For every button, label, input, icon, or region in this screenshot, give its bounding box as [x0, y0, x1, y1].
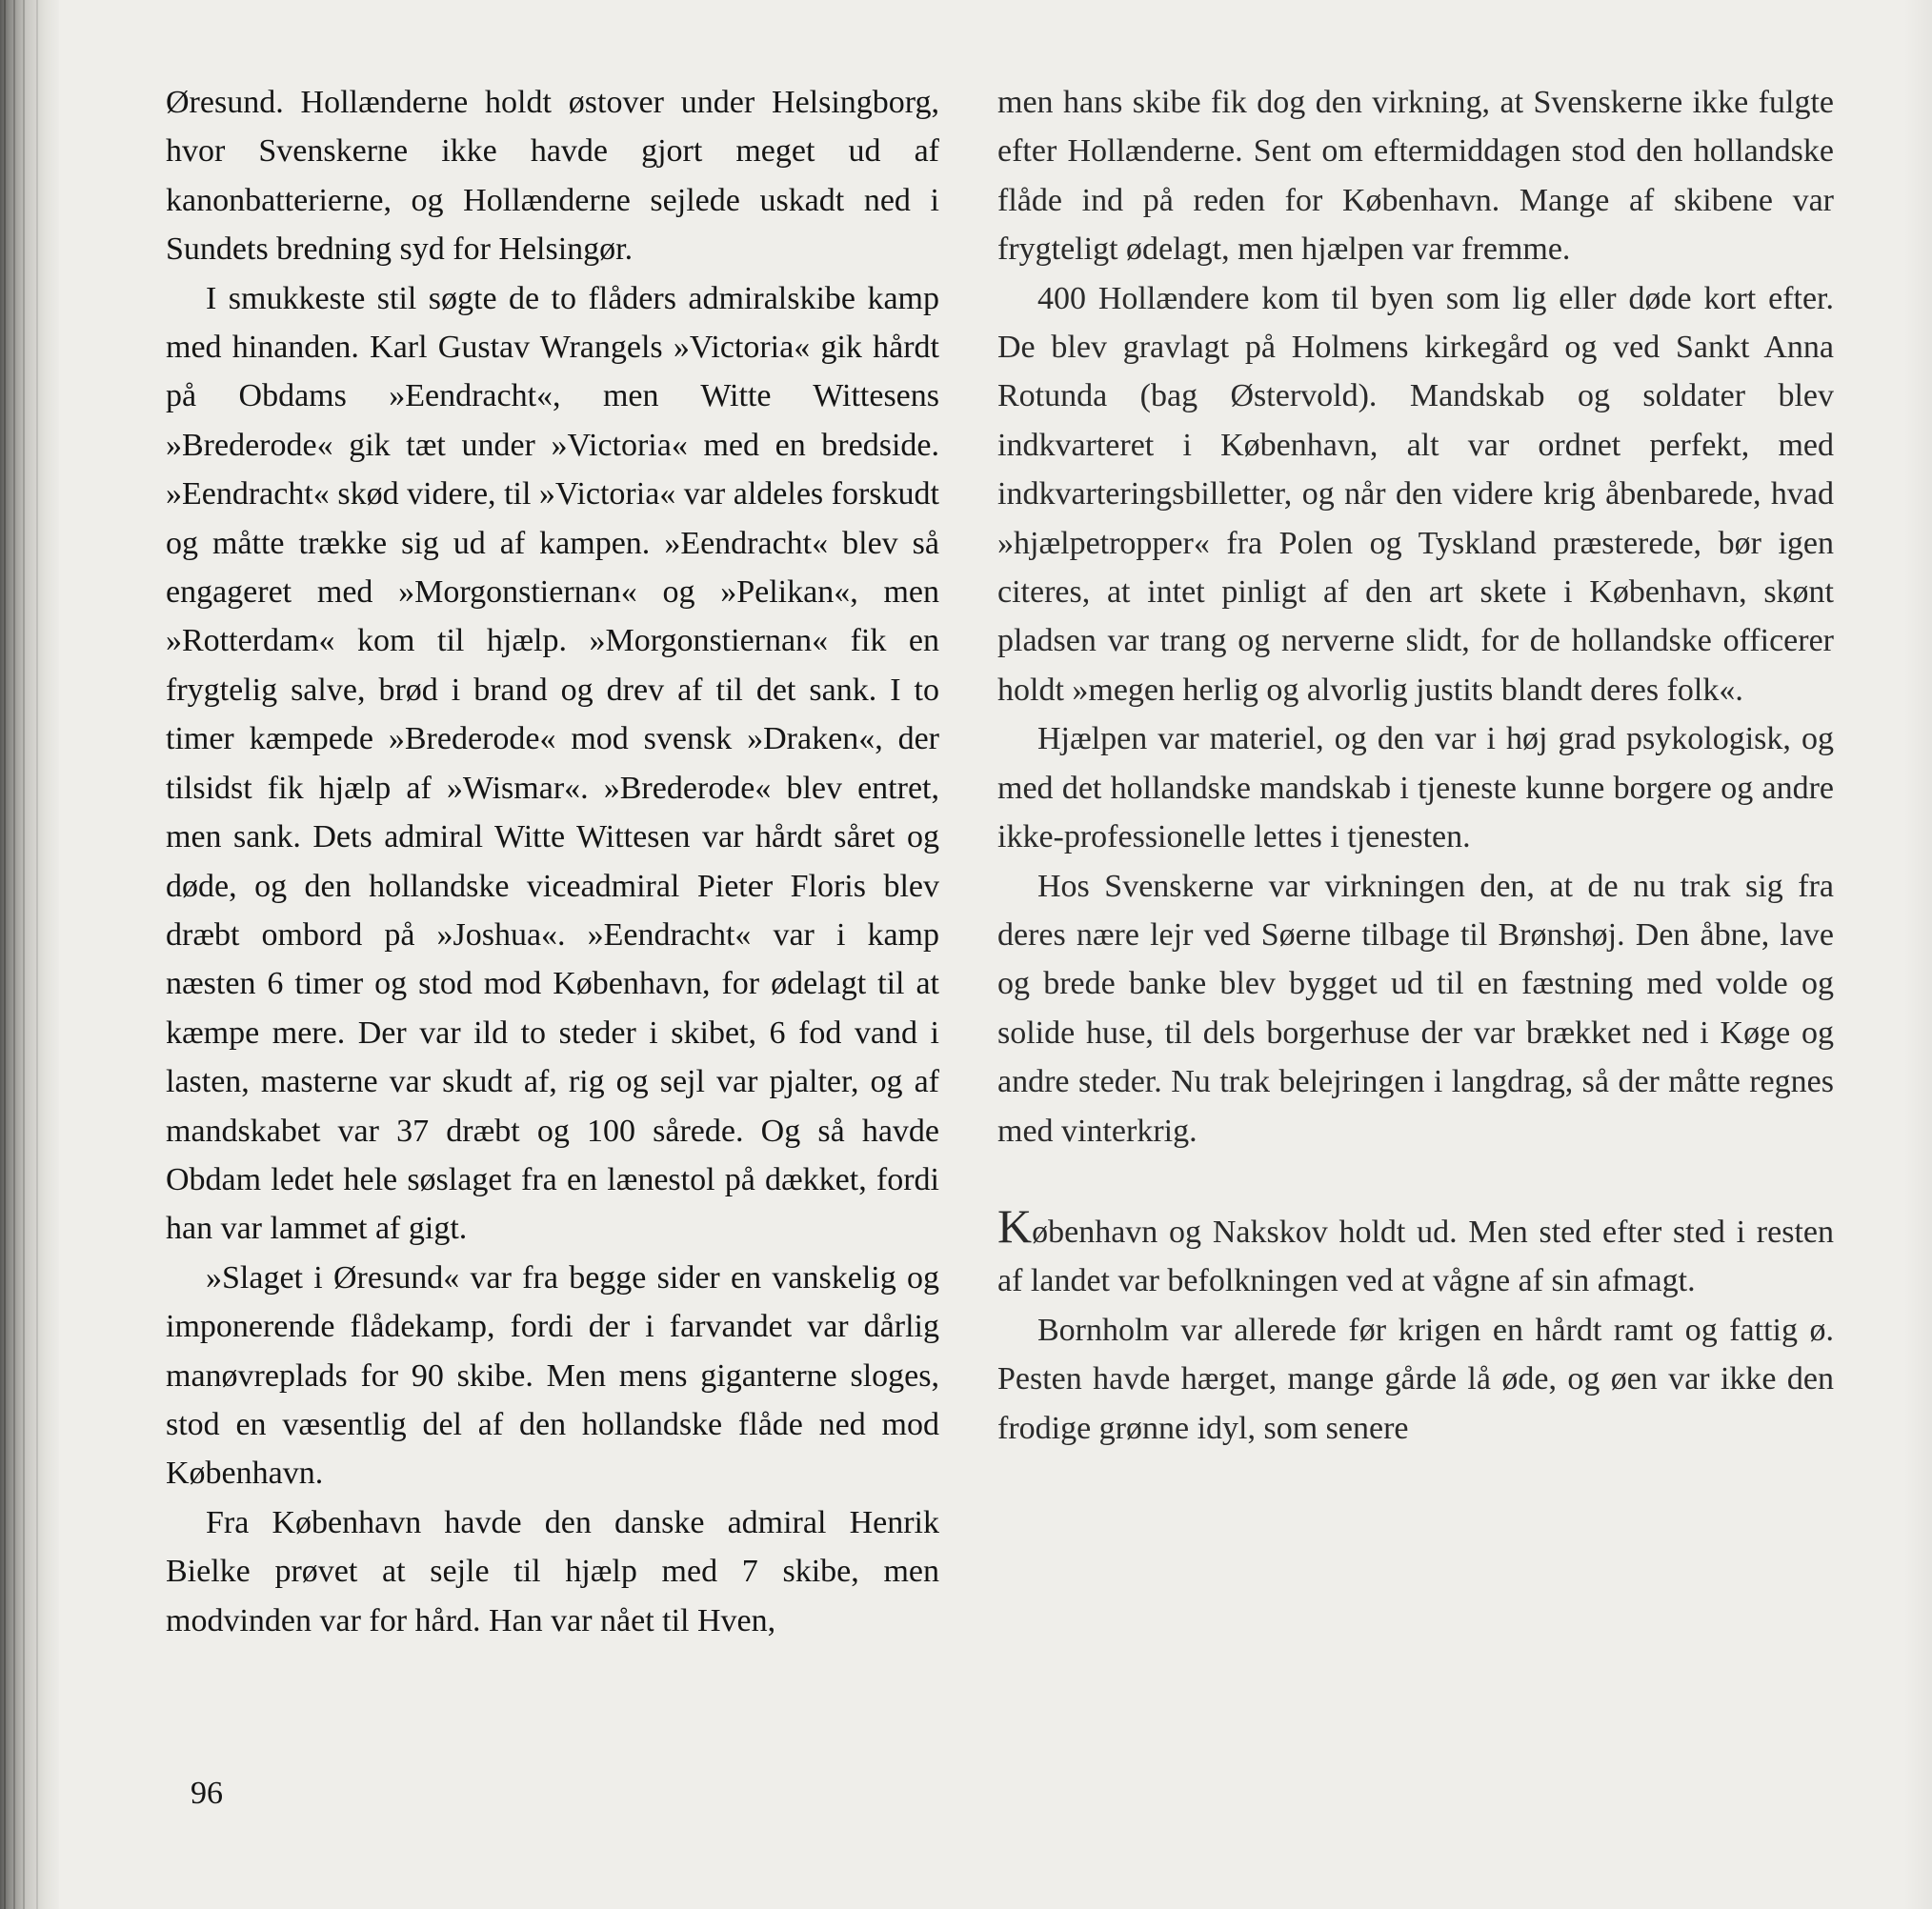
paragraph: »Slaget i Øresund« var fra begge sider en vanskelig og imponerende flådekamp, fordi der i farvandet var dårlig manøvreplads for 90 skibe. Men mens giganterne sloges, stod en væsentlig del af den hollandske flåde ned mod København.	[166, 1259, 939, 1492]
paragraph: Bornholm var allerede før krigen en hårdt ramt og fattig ø. Pesten havde hærget, mange gårde lå øde, og øen var ikke den frodige grønne idyl, som senere	[997, 1312, 1834, 1446]
paragraph: Hjælpen var materiel, og den var i høj grad psykologisk, og med det hollandske mandskab i tjeneste kunne borgere og andre ikke-professionelle lettes i tjenesten.	[997, 721, 1834, 855]
book-spine	[0, 0, 59, 1909]
paragraph: men hans skibe fik dog den virkning, at Svenskerne ikke fulgte efter Hollænderne. Sent om eftermiddagen stod den hollandske flåde ind på reden for København. Mange af skibene var frygteligt ødelagt, men hjælpen var fremme.	[997, 85, 1834, 268]
page-edge	[13, 0, 15, 1909]
page-shadow	[1903, 0, 1932, 1909]
right-column	[997, 78, 1834, 1453]
paragraph: Hos Svenskerne var virkningen den, at de nu trak sig fra deres nære lejr ved Søerne tilbage til Brønshøj. Den åbne, lave og brede banke blev bygget ud til en fæstning med volde og solide huse, til dels borgerhuse der var brækket ned i Køge og andre steder. Nu trak belejringen i langdrag, så der måtte regnes med vinterkrig.	[997, 868, 1834, 1149]
paragraph: Fra København havde den danske admiral Henrik Bielke prøvet at sejle til hjælp med 7 skibe, men modvinden var for hård. Han var nået til Hven,	[166, 1504, 939, 1638]
drop-cap: K	[997, 1198, 1033, 1253]
book-page	[59, 0, 1932, 1909]
paragraph: I smukkeste stil søgte de to flåders admiralskibe kamp med hinanden. Karl Gustav Wrangels »Victoria« gik hårdt på Obdams »Eendracht«, men Witte Wittesens »Brederode« gik tæt under »Victoria« med en bredside. »Eendracht« skød videre, til »Victoria« var aldeles forskudt og måtte trække sig ud af kampen. »Eendracht« blev så engageret med »Morgonstiernan« og »Pelikan«, men »Rotterdam« kom til hjælp. »Morgonstiernan« fik en frygtelig salve, brød i brand og drev af til det sank. I to timer kæmpede »Brederode« mod svensk »Draken«, der tilsidst fik hjælp af »Wismar«. »Brederode« blev entret, men sank. Dets admiral Witte Wittesen var hårdt såret og døde, og den hollandske viceadmiral Pieter Floris blev dræbt ombord på »Joshua«. »Eendracht« var i kamp næsten 6 timer og stod mod København, for ødelagt til at kæmpe mere. Der var ild to steder i skibet, 6 fod vand i lasten, masterne var skudt af, rig og sejl var pjalter, og af mandskabet var 37 dræbt og 100 sårede. Og så havde Obdam ledet hele søslaget fra en lænestol på dækket, fordi han var lammet af gigt.	[166, 280, 939, 1247]
section-start-paragraph	[997, 1198, 1834, 1306]
page-edge	[23, 0, 25, 1909]
page-edge	[36, 0, 38, 1909]
page-number: 96	[191, 1776, 223, 1811]
left-column	[166, 78, 939, 1645]
paragraph-text: øbenhavn og Nakskov holdt ud. Men sted efter sted i resten af landet var befolkningen ved at vågne af sin afmagt.	[997, 1214, 1834, 1299]
page-edge	[4, 0, 6, 1909]
paragraph: 400 Hollændere kom til byen som lig eller døde kort efter. De blev gravlagt på Holmens kirkegård og ved Sankt Anna Rotunda (bag Østervold). Mandskab og soldater blev indkvarteret i København, alt var ordnet perfekt, med indkvarteringsbilletter, og når den videre krig åbenbarede, hvad »hjælpetropper« fra Polen og Tyskland præsterede, bør igen citeres, at intet pinligt af den art skete i København, skønt pladsen var trang og nerverne slidt, for de hollandske officerer holdt »megen herlig og alvorlig justits blandt deres folk«.	[997, 280, 1834, 708]
paragraph: Øresund. Hollænderne holdt østover under Helsingborg, hvor Svenskerne ikke havde gjort meget ud af kanonbatterierne, og Hollænderne sejlede uskadt ned i Sundets bredning syd for Helsingør.	[166, 85, 939, 268]
